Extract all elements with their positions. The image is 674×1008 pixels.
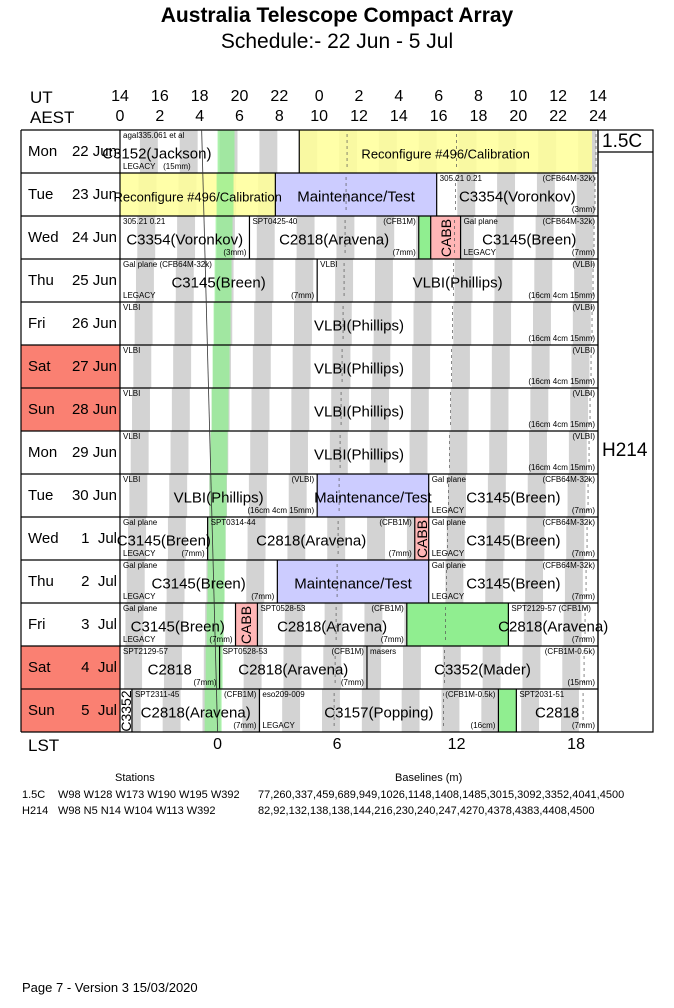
day-label	[21, 474, 121, 517]
block-title: C3145(Breen)	[116, 532, 211, 549]
block-correlator: (VLBI)	[572, 303, 595, 312]
station-row-config: H214	[22, 805, 49, 817]
block-correlator: (VLBI)	[572, 346, 595, 355]
day-date: 3 Jul	[81, 616, 117, 633]
lst-shade-stripe	[294, 302, 312, 345]
block-band: (7mm)	[209, 635, 233, 644]
block-source: agal335.061 et al	[123, 131, 185, 140]
block-band: (7mm)	[571, 506, 595, 515]
day-of-week: Fri	[28, 616, 46, 633]
block-source: SPT0425-40	[252, 217, 298, 226]
block-legacy-tag: LEGACY	[123, 549, 156, 558]
block-source: VLBI	[123, 432, 141, 441]
day-of-week: Tue	[28, 186, 54, 203]
block-title: VLBI(Phillips)	[313, 403, 405, 420]
day-date: 5 Jul	[81, 702, 117, 719]
green-marker	[212, 388, 229, 431]
block-title: VLBI(Phillips)	[173, 489, 264, 506]
block-source: 305.21 0.21	[123, 217, 166, 226]
day-of-week: Sun	[28, 401, 55, 418]
block-title: C3354(Voronkov)	[126, 231, 244, 248]
aest-label: AEST	[30, 108, 75, 127]
block-vertical-label: CABB	[238, 605, 255, 644]
ut-tick-label: 16	[150, 88, 169, 105]
aest-tick-label: 12	[350, 108, 368, 125]
lst-shade-stripe	[173, 345, 191, 388]
block-band: (7mm)	[571, 549, 595, 558]
block-title: C2818(Aravena)	[498, 618, 609, 635]
block-band: (16cm 4cm 15mm)	[528, 334, 595, 343]
aest-tick-label: 20	[509, 108, 528, 125]
block-correlator: (VLBI)	[291, 475, 315, 484]
block-legacy-tag: LEGACY	[123, 592, 156, 601]
block-legacy-tag: LEGACY	[123, 162, 156, 171]
block-title: C3354(Voronkov)	[458, 188, 576, 205]
stations-title: Stations	[115, 772, 155, 784]
block-correlator: (CFB64M-32k)	[542, 217, 595, 226]
block-source: Gal plane	[431, 561, 466, 570]
lst-shade-stripe	[413, 302, 431, 345]
ut-tick-label: 10	[509, 88, 528, 105]
block-fill	[498, 689, 516, 732]
green-marker	[214, 302, 231, 345]
block-fill	[419, 216, 431, 259]
block-source: SPT0528-53	[222, 647, 268, 656]
block-vertical-label: CABB	[437, 218, 454, 257]
block-band: (7mm)	[291, 291, 315, 300]
ut-tick-label: 8	[474, 88, 483, 105]
block-band: (16cm 4cm 15mm)	[528, 377, 595, 386]
block-legacy-tag: LEGACY	[123, 291, 156, 300]
lst-shade-stripe	[254, 302, 272, 345]
ut-tick-label: 6	[434, 88, 444, 105]
block-band: (7mm)	[380, 635, 404, 644]
day-of-week: Wed	[28, 530, 59, 547]
block-title: Reconfigure #496/Calibration	[113, 189, 282, 204]
lst-shade-stripe	[492, 345, 510, 388]
day-of-week: Fri	[28, 315, 46, 332]
aest-tick-label: 8	[274, 108, 284, 125]
day-of-week: Mon	[28, 444, 58, 461]
station-row-config: 1.5C	[22, 789, 46, 801]
lst-shade-stripe	[171, 431, 189, 474]
ut-tick-label: 2	[354, 88, 364, 105]
block-legacy-tag: LEGACY	[431, 506, 465, 515]
day-label	[21, 689, 121, 732]
block-vertical-label: C3352	[117, 689, 134, 732]
block-correlator: (CFB1M)	[371, 604, 404, 613]
block-band: (16cm 4cm 15mm)	[247, 506, 315, 515]
block-source: VLBI	[123, 389, 141, 398]
block-band: (7mm)	[181, 549, 205, 558]
block-title: Maintenance/Test	[297, 188, 415, 205]
block-title: C3145(Breen)	[466, 532, 561, 549]
ut-label: UT	[30, 88, 53, 107]
page-subtitle: Schedule:- 22 Jun - 5 Jul	[220, 30, 454, 53]
lst-shade-stripe	[411, 388, 429, 431]
block-correlator: (CFB1M)	[331, 647, 364, 656]
block-correlator: (VLBI)	[572, 260, 595, 269]
lst-shade-stripe	[489, 431, 507, 474]
station-row-stations: W98 N5 N14 W104 W113 W392	[58, 805, 216, 817]
day-date: 26 Jun	[71, 315, 117, 332]
lst-shade-stripe	[491, 388, 509, 431]
day-label	[21, 302, 121, 345]
lst-shade-stripe	[449, 431, 467, 474]
block-band: (16cm)	[470, 721, 496, 730]
green-marker	[211, 431, 228, 474]
block-source: VLBI	[123, 303, 141, 312]
day-of-week: Mon	[28, 143, 58, 160]
block-title: C2818(Aravena)	[277, 618, 388, 635]
block-source: Gal plane	[123, 604, 158, 613]
day-of-week: Thu	[28, 573, 54, 590]
block-legacy-tag: LEGACY	[431, 549, 465, 558]
aest-tick-label: 4	[195, 108, 205, 125]
day-label	[21, 646, 121, 689]
block-title: Maintenance/Test	[314, 489, 432, 506]
lst-label: LST	[28, 736, 60, 755]
ut-tick-label: 4	[394, 88, 404, 105]
day-date: 24 Jun	[71, 229, 117, 246]
aest-tick-label: 0	[115, 108, 125, 125]
lst-shade-stripe	[290, 431, 308, 474]
block-title: C3145(Breen)	[171, 274, 266, 291]
ut-tick-label: 0	[314, 88, 324, 105]
day-date: 28 Jun	[71, 401, 117, 418]
day-label	[21, 216, 121, 259]
green-marker	[218, 130, 235, 173]
block-title: C2818(Aravena)	[279, 231, 390, 248]
block-correlator: (CFB64M-32k)	[542, 475, 595, 484]
block-source: masers	[369, 647, 397, 656]
block-band: (3mm)	[571, 205, 595, 214]
day-of-week: Sat	[28, 358, 51, 375]
day-date: 4 Jul	[81, 659, 117, 676]
lst-shade-stripe	[172, 388, 190, 431]
block-title: C3157(Popping)	[324, 704, 434, 721]
block-source: SPT2031-51	[519, 690, 565, 699]
block-band: (7mm)	[571, 635, 595, 644]
block-legacy-tag: LEGACY	[123, 635, 156, 644]
block-correlator: (CFB1M-0.5k)	[544, 647, 595, 656]
lst-shade-stripe	[250, 431, 268, 474]
lst-shade-stripe	[293, 345, 311, 388]
day-date: 23 Jun	[71, 186, 117, 203]
lst-shade-stripe	[291, 388, 309, 431]
station-row-baselines: 77,260,337,459,689,949,1026,1148,1408,1485,3015,3092,3352,4041,4500	[258, 789, 625, 801]
block-title: C3145(Breen)	[482, 231, 577, 248]
block-band: (7mm)	[571, 721, 595, 730]
block-band: (7mm)	[571, 248, 595, 257]
lst-shade-stripe	[493, 302, 511, 345]
block-title: C2818	[535, 704, 580, 721]
block-source: Gal plane (CFB64M-32k)	[123, 260, 212, 269]
block-band: (7mm)	[340, 678, 364, 687]
lst-shade-stripe	[252, 388, 270, 431]
block-title: C3352(Mader)	[434, 661, 531, 678]
day-of-week: Sun	[28, 702, 55, 719]
block-correlator: (CFB1M-0.5k)	[445, 690, 496, 699]
block-title: C3145(Breen)	[151, 575, 246, 592]
block-source: SPT2311-45	[134, 690, 180, 699]
block-title: C2818(Aravena)	[140, 704, 251, 721]
block-correlator: (CFB64M-32k)	[542, 174, 595, 183]
station-row-baselines: 82,92,132,138,138,144,216,230,240,247,4270,4378,4383,4408,4500	[258, 805, 595, 817]
lst-tick-label: 0	[213, 736, 223, 753]
block-title: VLBI(Phillips)	[412, 274, 503, 291]
block-correlator: (CFB1M)	[383, 217, 416, 226]
block-source: SPT0528-53	[260, 604, 306, 613]
ut-tick-label: 20	[230, 88, 249, 105]
block-source: eso209-009	[262, 690, 305, 699]
day-label	[21, 259, 121, 302]
aest-tick-label: 22	[549, 108, 568, 125]
page-footer: Page 7 - Version 3 15/03/2020	[22, 980, 198, 995]
block-fill	[407, 603, 509, 646]
block-title: VLBI(Phillips)	[313, 317, 405, 334]
day-date: 25 Jun	[71, 272, 117, 289]
ut-tick-label: 14	[589, 88, 607, 105]
block-legacy-tag: LEGACY	[463, 248, 497, 257]
block-correlator: (VLBI)	[572, 389, 595, 398]
day-date: 30 Jun	[71, 487, 117, 504]
block-correlator: (CFB64M-32k)	[542, 561, 595, 570]
day-of-week: Thu	[28, 272, 54, 289]
block-title: VLBI(Phillips)	[313, 360, 405, 377]
day-date: 1 Jul	[81, 530, 117, 547]
block-band: (15mm)	[567, 678, 595, 687]
block-band: (15mm)	[163, 162, 191, 171]
ut-tick-label: 12	[549, 88, 568, 105]
block-source: SPT2129-57 (CFB1M)	[511, 604, 591, 613]
block-title: C2818	[147, 661, 192, 678]
block-correlator: (CFB64M-32k)	[542, 518, 595, 527]
day-of-week: Sat	[28, 659, 51, 676]
lst-shade-stripe	[453, 302, 471, 345]
block-band: (7mm)	[251, 592, 275, 601]
lst-tick-label: 12	[447, 736, 466, 753]
block-band: (3mm)	[223, 248, 247, 257]
block-correlator: (CFB1M)	[379, 518, 412, 527]
day-date: 29 Jun	[71, 444, 117, 461]
block-title: C3145(Breen)	[130, 618, 225, 635]
block-source: VLBI	[320, 260, 338, 269]
lst-shade-stripe	[410, 431, 428, 474]
ut-tick-label: 22	[270, 88, 289, 105]
block-vertical-label: CABB	[413, 519, 430, 558]
block-band: (7mm)	[233, 721, 257, 730]
aest-tick-label: 16	[429, 108, 448, 125]
block-source: 305.21 0.21	[439, 174, 482, 183]
block-title: C2818(Aravena)	[238, 661, 349, 678]
aest-tick-label: 6	[235, 108, 244, 125]
ut-tick-label: 18	[190, 88, 209, 105]
aest-tick-label: 10	[310, 108, 329, 125]
day-label	[21, 603, 121, 646]
day-label	[21, 431, 121, 474]
day-label	[21, 560, 121, 603]
block-title: C3152(Jackson)	[102, 145, 212, 162]
day-date: 22 Jun	[71, 143, 117, 160]
config-label: H214	[602, 439, 648, 461]
block-legacy-tag: LEGACY	[431, 592, 465, 601]
aest-tick-label: 2	[155, 108, 165, 125]
block-title: C3145(Breen)	[466, 489, 561, 506]
lst-shade-stripe	[174, 302, 192, 345]
lst-shade-stripe	[375, 259, 393, 302]
aest-tick-label: 18	[469, 108, 488, 125]
block-legacy-tag: LEGACY	[262, 721, 295, 730]
config-column	[598, 130, 653, 732]
lst-shade-stripe	[403, 646, 421, 689]
day-label	[21, 173, 121, 216]
day-of-week: Tue	[28, 487, 54, 504]
block-band: (7mm)	[388, 549, 412, 558]
day-date: 2 Jul	[81, 573, 117, 590]
block-source: VLBI	[123, 346, 141, 355]
block-correlator: (CFB1M)	[223, 690, 257, 699]
lst-shade-stripe	[451, 388, 469, 431]
block-band: (7mm)	[392, 248, 416, 257]
aest-tick-label: 14	[389, 108, 408, 125]
block-correlator: (VLBI)	[572, 432, 595, 441]
aest-tick-label: 24	[589, 108, 607, 125]
station-row-stations: W98 W128 W173 W190 W195 W392	[58, 789, 240, 801]
lst-shade-stripe	[253, 345, 271, 388]
block-source: SPT0314-44	[210, 518, 256, 527]
block-title: VLBI(Phillips)	[313, 446, 405, 463]
day-of-week: Wed	[28, 229, 59, 246]
block-title: Maintenance/Test	[294, 575, 412, 592]
block-source: Gal plane	[431, 518, 466, 527]
block-source: SPT2129-57	[123, 647, 168, 656]
block-band: (7mm)	[193, 678, 217, 687]
page-title: Australia Telescope Compact Array	[160, 4, 514, 27]
block-title: C2818(Aravena)	[256, 532, 367, 549]
day-label	[21, 517, 121, 560]
baselines-title: Baselines (m)	[395, 772, 463, 784]
lst-tick-label: 6	[332, 736, 342, 753]
config-label: 1.5C	[602, 131, 643, 152]
lst-shade-stripe	[259, 130, 277, 173]
lst-shade-stripe	[412, 345, 430, 388]
block-source: Gal plane	[463, 217, 498, 226]
day-label	[21, 388, 121, 431]
block-band: (7mm)	[571, 592, 595, 601]
block-source: Gal plane	[123, 518, 158, 527]
block-band: (16cm 4cm 15mm)	[528, 463, 595, 472]
green-marker	[213, 345, 230, 388]
block-source: VLBI	[123, 475, 141, 484]
day-label	[21, 345, 121, 388]
block-source: Gal plane	[431, 475, 466, 484]
lst-shade-stripe	[452, 345, 470, 388]
block-band: (16cm 4cm 15mm)	[528, 420, 595, 429]
block-source: Gal plane	[123, 561, 158, 570]
lst-tick-label: 18	[567, 736, 585, 753]
ut-tick-label: 14	[111, 88, 129, 105]
block-title: Reconfigure #496/Calibration	[361, 146, 530, 161]
block-band: (16cm 4cm 15mm)	[528, 291, 595, 300]
block-title: C3145(Breen)	[466, 575, 561, 592]
day-date: 27 Jun	[71, 358, 117, 375]
